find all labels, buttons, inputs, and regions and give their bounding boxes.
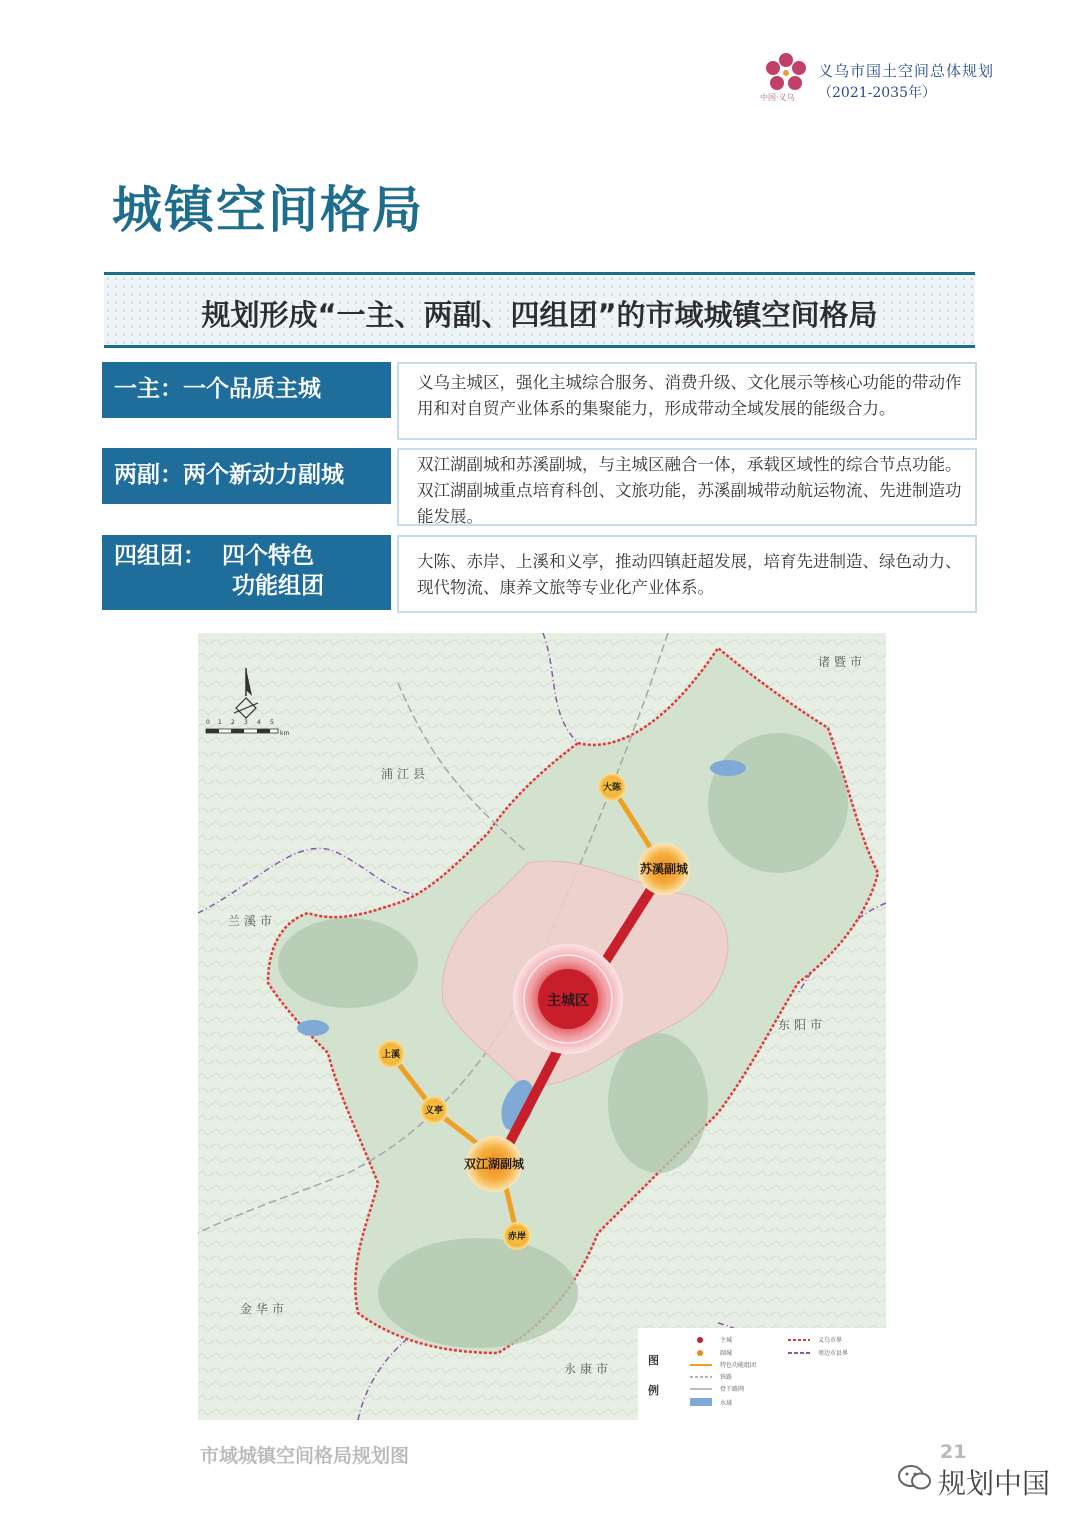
row-label-sub-cities	[102, 448, 391, 504]
svg-text:0: 0	[206, 719, 210, 726]
svg-text:1: 1	[218, 719, 222, 726]
banner-text: 规划形成“一主、两副、四组团”的市域城镇空间格局	[201, 298, 878, 332]
svg-text:2: 2	[231, 719, 235, 726]
chian-label: 赤岸	[507, 1232, 527, 1242]
neighbor-zhuji: 诸暨市	[818, 655, 867, 669]
reservoir-ne	[710, 760, 746, 776]
map-legend	[638, 1328, 886, 1420]
yiting-label: 义亭	[424, 1106, 444, 1116]
neighbor-yongkang: 永康市	[564, 1362, 613, 1376]
wechat-icon	[897, 1463, 933, 1493]
neighbor-pujiang: 浦江县	[381, 767, 430, 781]
header-title: 义乌市国土空间总体规划	[818, 62, 995, 80]
hill-w	[278, 918, 418, 1008]
page-title: 城镇空间格局	[112, 181, 424, 239]
row-text-sub-cities-content: 双江湖副城和苏溪副城，与主城区融合一体，承载区域性的综合节点功能。双江湖副城重点培育科创、文旅功能，苏溪副城带动航运物流、先进制造功能发展。	[417, 455, 962, 526]
legend-title-2: 例	[648, 1384, 659, 1397]
row-label-main-city-text: 一主：一个品质主城	[114, 376, 321, 402]
row-label-clusters	[102, 535, 391, 610]
header-years: （2021-2035年）	[818, 85, 936, 101]
neighbor-dongyang: 东阳市	[778, 1018, 827, 1032]
section-banner	[104, 272, 975, 348]
row-text-clusters-content: 大陈、赤岸、上溪和义亭，推动四镇赶超发展，培育先进制造、绿色动力、现代物流、康养文旅等专业化产业体系。	[417, 552, 962, 597]
neighbor-lanxi: 兰溪市	[228, 914, 277, 928]
row-label-clusters-line1: 四组团： 四个特色	[114, 543, 315, 569]
row-text-main-city	[397, 362, 977, 440]
svg-text:3: 3	[244, 719, 248, 726]
row-text-sub-cities	[397, 448, 977, 526]
neighbor-jinhua: 金华市	[240, 1302, 289, 1316]
hill-ne	[708, 733, 848, 873]
svg-text:副城: 副城	[720, 1350, 733, 1357]
shuangjiang-label: 双江湖副城	[463, 1157, 525, 1171]
row-text-main-city-content: 义乌主城区，强化主城综合服务、消费升级、文化展示等核心功能的带动作用和对自贸产业体系的集聚能力，形成带动全域发展的能级合力。	[417, 373, 962, 418]
svg-text:骨干路网: 骨干路网	[720, 1386, 745, 1393]
hill-s	[378, 1238, 578, 1348]
hill-se	[608, 1033, 708, 1173]
city-spatial-pattern-map	[198, 633, 886, 1420]
dachen-label: 大陈	[602, 783, 622, 793]
shangxi-label: 上溪	[381, 1050, 401, 1060]
suxi-label: 苏溪副城	[639, 862, 689, 876]
svg-text:特色功能组团: 特色功能组团	[720, 1362, 757, 1369]
logo-subtext: 中国·义乌	[760, 93, 795, 102]
page-number: 21	[940, 1441, 967, 1463]
svg-text:主城: 主城	[720, 1337, 733, 1344]
svg-text:义乌市界: 义乌市界	[818, 1337, 843, 1344]
map-caption: 市域城镇空间格局规划图	[200, 1445, 410, 1467]
main-city-label: 主城区	[547, 993, 589, 1009]
watermark-text: 规划中国	[938, 1467, 1051, 1500]
svg-text:铁路: 铁路	[720, 1374, 733, 1381]
svg-text:水域: 水域	[720, 1400, 733, 1407]
svg-text:5: 5	[270, 719, 274, 726]
row-label-main-city	[102, 362, 391, 418]
row-label-clusters-line2: 功能组团	[232, 573, 324, 599]
row-text-clusters	[397, 535, 977, 613]
svg-text:km: km	[280, 730, 290, 737]
yiwu-logo-icon	[763, 50, 809, 96]
svg-text:4: 4	[257, 719, 261, 726]
row-label-sub-cities-text: 两副：两个新动力副城	[114, 462, 344, 488]
reservoir-w	[297, 1020, 329, 1036]
svg-text:周边市县界: 周边市县界	[818, 1350, 849, 1357]
legend-title-1: 图	[648, 1354, 659, 1367]
